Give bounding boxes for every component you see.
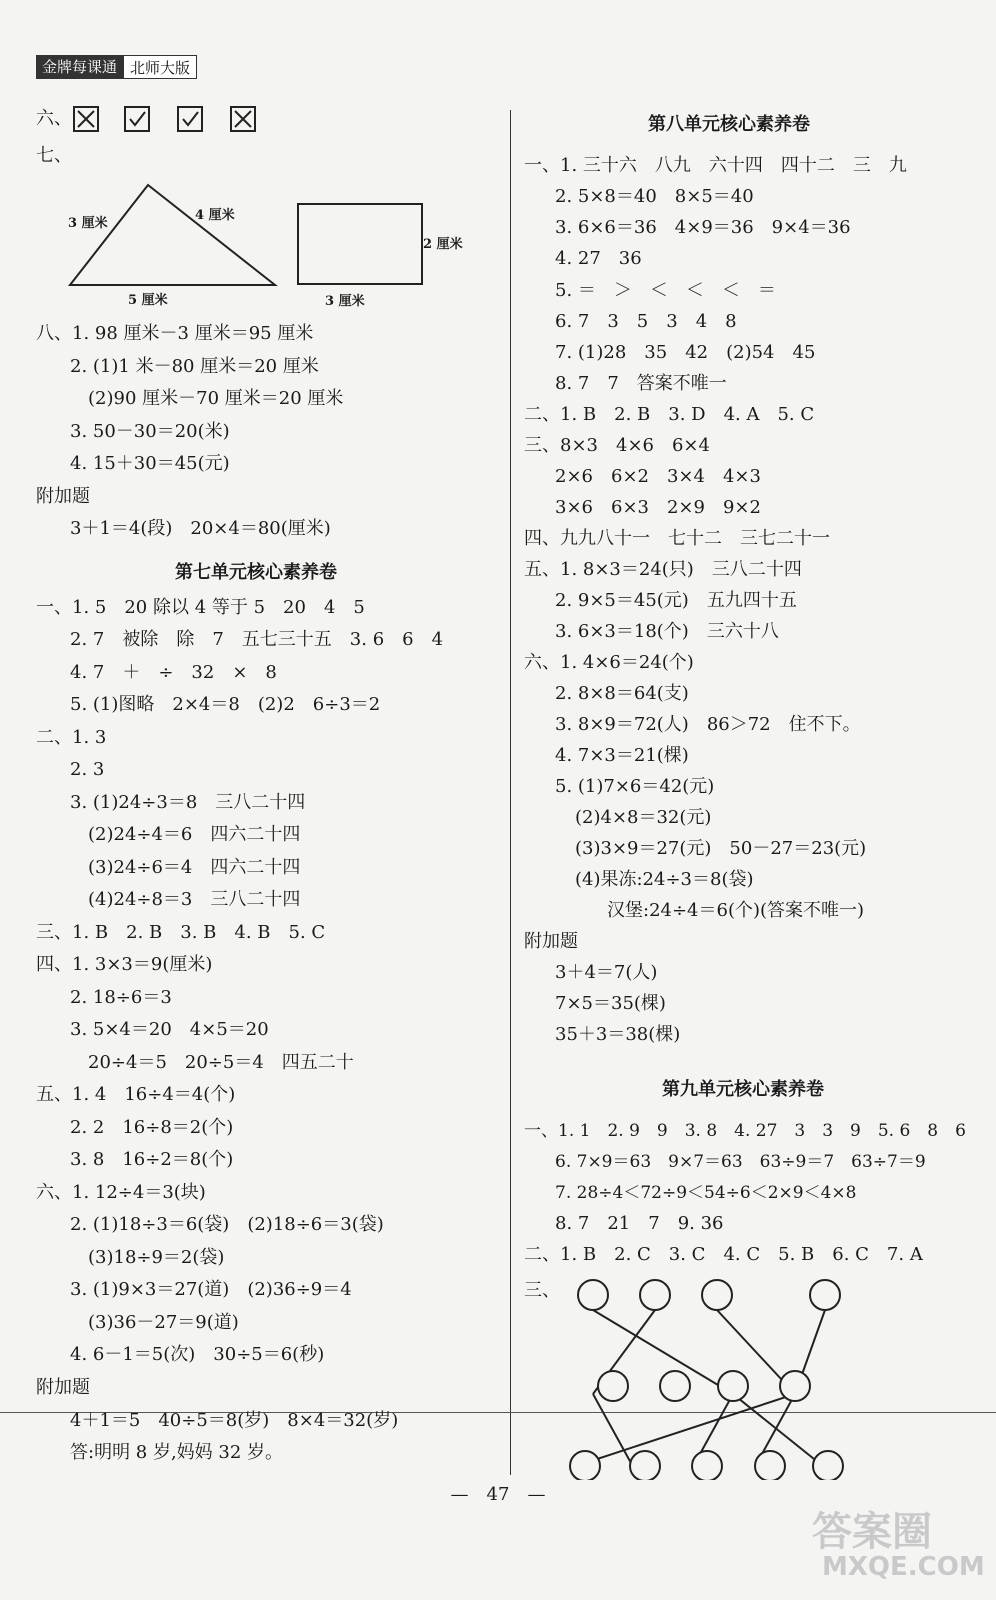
answer-line: (3)3×9＝27(元) 50－27＝23(元) bbox=[575, 838, 867, 859]
bottom-circle bbox=[630, 1451, 660, 1480]
answer-line: 一、1. 1 2. 9 9 3. 8 4. 27 3 3 9 5. 6 8 6 bbox=[524, 1121, 966, 1141]
triangle-left-label: 3 厘米 bbox=[68, 216, 108, 231]
answer-line: 7. (1)28 35 42 (2)54 45 bbox=[555, 342, 816, 363]
answer-line: (3)18÷9＝2(袋) bbox=[88, 1247, 225, 1268]
answer-line: 2. (1)18÷3＝6(袋) (2)18÷6＝3(袋) bbox=[70, 1214, 384, 1235]
answer-line: 一、1. 5 20 除以 4 等于 5 20 4 5 bbox=[36, 597, 365, 618]
top-circle bbox=[640, 1280, 670, 1310]
middle-circle bbox=[598, 1371, 628, 1401]
answer-line: 3×6 6×3 2×9 9×2 bbox=[555, 497, 761, 518]
middle-circle bbox=[780, 1371, 810, 1401]
bottom-circle bbox=[813, 1451, 843, 1480]
answer-line: 2. 8×8＝64(支) bbox=[555, 683, 689, 704]
answer-line: (2)24÷4＝6 四六二十四 bbox=[88, 824, 301, 845]
answer-line: 附加题 bbox=[36, 486, 90, 507]
answer-line: 3. (1)24÷3＝8 三八二十四 bbox=[70, 792, 306, 813]
answer-line: 六、1. 12÷4＝3(块) bbox=[36, 1182, 206, 1203]
answer-line: 四、1. 3×3＝9(厘米) bbox=[36, 954, 213, 975]
answer-line: 答:明明 8 岁,妈妈 32 岁。 bbox=[70, 1442, 284, 1463]
answer-line: 二、1. B 2. B 3. D 4. A 5. C bbox=[524, 404, 815, 425]
answer-line: 4. 6－1＝5(次) 30÷5＝6(秒) bbox=[70, 1344, 325, 1365]
answer-line: 三、8×3 4×6 6×4 bbox=[524, 435, 710, 456]
answer-line: 5. (1)图略 2×4＝8 (2)2 6÷3＝2 bbox=[70, 694, 381, 715]
answer-line: 4. 7 ＋ ÷ 32 × 8 bbox=[70, 662, 277, 683]
edition-label: 北师大版 bbox=[123, 55, 197, 79]
watermark-site: 答案圈 bbox=[812, 1509, 932, 1555]
answer-line: 3. 6×6＝36 4×9＝36 9×4＝36 bbox=[555, 217, 851, 238]
cross-box-icon bbox=[230, 106, 256, 132]
answer-line: 五、1. 8×3＝24(只) 三八二十四 bbox=[524, 559, 802, 580]
answer-line: 2. 2 16÷8＝2(个) bbox=[70, 1117, 234, 1138]
top-circle bbox=[578, 1280, 608, 1310]
answer-line: 3＋4＝7(人) bbox=[555, 962, 658, 983]
watermark-url: MXQE.COM bbox=[822, 1552, 985, 1582]
rect-right-label: 2 厘米 bbox=[423, 237, 463, 252]
rectangle-shape bbox=[297, 203, 423, 285]
answer-line: 二、1. B 2. C 3. C 4. C 5. B 6. C 7. A bbox=[524, 1244, 923, 1265]
answer-line: (4)24÷8＝3 三八二十四 bbox=[88, 889, 301, 910]
connector-line bbox=[593, 1394, 631, 1463]
answer-line: 三、 bbox=[524, 1280, 560, 1301]
triangle-bottom-label: 5 厘米 bbox=[128, 293, 168, 308]
unit-7-title: 第七单元核心素养卷 bbox=[175, 562, 337, 583]
answer-line: 八、1. 98 厘米－3 厘米＝95 厘米 bbox=[36, 323, 314, 344]
answer-line: 五、1. 4 16÷4＝4(个) bbox=[36, 1084, 236, 1105]
top-circle bbox=[810, 1280, 840, 1310]
matching-diagram bbox=[560, 1270, 860, 1480]
answer-line: 6. 7 3 5 3 4 8 bbox=[555, 311, 737, 332]
answer-line: 8. 7 21 7 9. 36 bbox=[555, 1213, 724, 1234]
triangle-figure bbox=[60, 175, 300, 300]
cross-box-icon bbox=[73, 106, 99, 132]
brand-label: 金牌每课通 bbox=[36, 55, 123, 79]
unit-9-title: 第九单元核心素养卷 bbox=[662, 1079, 824, 1100]
answer-line: 汉堡:24÷4＝6(个)(答案不唯一) bbox=[607, 900, 865, 921]
answer-line: 4. 7×3＝21(棵) bbox=[555, 745, 689, 766]
answer-line: 2. 3 bbox=[70, 759, 105, 780]
answer-line: 8. 7 7 答案不唯一 bbox=[555, 373, 727, 394]
column-divider bbox=[510, 110, 511, 1475]
answer-line: 2. (1)1 米－80 厘米＝20 厘米 bbox=[70, 356, 319, 377]
answer-line: 4＋1＝5 40÷5＝8(岁) 8×4＝32(岁) bbox=[70, 1410, 399, 1431]
triangle-right-label: 4 厘米 bbox=[195, 208, 235, 223]
top-circle bbox=[702, 1280, 732, 1310]
middle-circle bbox=[718, 1371, 748, 1401]
answer-line: 3. 50－30＝20(米) bbox=[70, 421, 230, 442]
answer-line: 四、九九八十一 七十二 三七二十一 bbox=[524, 528, 830, 549]
answer-line: 5. (1)7×6＝42(元) bbox=[555, 776, 715, 797]
answer-line: 20÷4＝5 20÷5＝4 四五二十 bbox=[88, 1052, 354, 1073]
answer-line: 2. 5×8＝40 8×5＝40 bbox=[555, 186, 754, 207]
section-6-label: 六、 bbox=[36, 108, 72, 129]
answer-line: 7. 28÷4＜72÷9＜54÷6＜2×9＜4×8 bbox=[555, 1183, 857, 1203]
answer-line: 六、1. 4×6＝24(个) bbox=[524, 652, 694, 673]
answer-line: 3. 6×3＝18(个) 三六十八 bbox=[555, 621, 779, 642]
bottom-circle bbox=[692, 1451, 722, 1480]
answer-line: 2. 9×5＝45(元) 五九四十五 bbox=[555, 590, 797, 611]
answer-line: (3)36－27＝9(道) bbox=[88, 1312, 239, 1333]
answer-line: 附加题 bbox=[36, 1377, 90, 1398]
section-7-label: 七、 bbox=[36, 145, 72, 166]
answer-line: 6. 7×9＝63 9×7＝63 63÷9＝7 63÷7＝9 bbox=[555, 1152, 926, 1172]
unit-8-title: 第八单元核心素养卷 bbox=[648, 114, 810, 135]
answer-line: 35＋3＝38(棵) bbox=[555, 1024, 681, 1045]
answer-line: 3＋1＝4(段) 20×4＝80(厘米) bbox=[70, 518, 331, 539]
answer-line: 3. 8 16÷2＝8(个) bbox=[70, 1149, 234, 1170]
answer-line: (2)4×8＝32(元) bbox=[575, 807, 712, 828]
answer-line: (3)24÷6＝4 四六二十四 bbox=[88, 857, 301, 878]
answer-line: 一、1. 三十六 八九 六十四 四十二 三 九 bbox=[524, 155, 907, 176]
answer-line: 5. ＝ ＞ ＜ ＜ ＜ ＝ bbox=[555, 280, 776, 301]
answer-line: 二、1. 3 bbox=[36, 727, 107, 748]
answer-line: 3. 5×4＝20 4×5＝20 bbox=[70, 1019, 269, 1040]
bottom-circle bbox=[755, 1451, 785, 1480]
answer-line: 2×6 6×2 3×4 4×3 bbox=[555, 466, 761, 487]
answer-line: (4)果冻:24÷3＝8(袋) bbox=[575, 869, 754, 890]
page-number: — 47 — bbox=[450, 1484, 546, 1505]
bottom-circle bbox=[570, 1451, 600, 1480]
answer-line: 4. 15＋30＝45(元) bbox=[70, 453, 230, 474]
answer-line: 附加题 bbox=[524, 931, 578, 952]
rect-bottom-label: 3 厘米 bbox=[325, 294, 365, 309]
answer-line: 三、1. B 2. B 3. B 4. B 5. C bbox=[36, 922, 326, 943]
answer-line: 7×5＝35(棵) bbox=[555, 993, 666, 1014]
answer-line: 3. (1)9×3＝27(道) (2)36÷9＝4 bbox=[70, 1279, 352, 1300]
header-badge bbox=[36, 55, 197, 79]
answer-line: 2. 18÷6＝3 bbox=[70, 987, 172, 1008]
answer-line: 2. 7 被除 除 7 五七三十五 3. 6 6 4 bbox=[70, 629, 444, 650]
answer-line: (2)90 厘米－70 厘米＝20 厘米 bbox=[88, 388, 344, 409]
answer-line: 3. 8×9＝72(人) 86＞72 住不下。 bbox=[555, 714, 861, 735]
answer-line: 4. 27 36 bbox=[555, 248, 642, 269]
triangle-shape bbox=[70, 185, 275, 285]
middle-circle bbox=[660, 1371, 690, 1401]
check-box-icon bbox=[124, 106, 150, 132]
check-box-icon bbox=[177, 106, 203, 132]
